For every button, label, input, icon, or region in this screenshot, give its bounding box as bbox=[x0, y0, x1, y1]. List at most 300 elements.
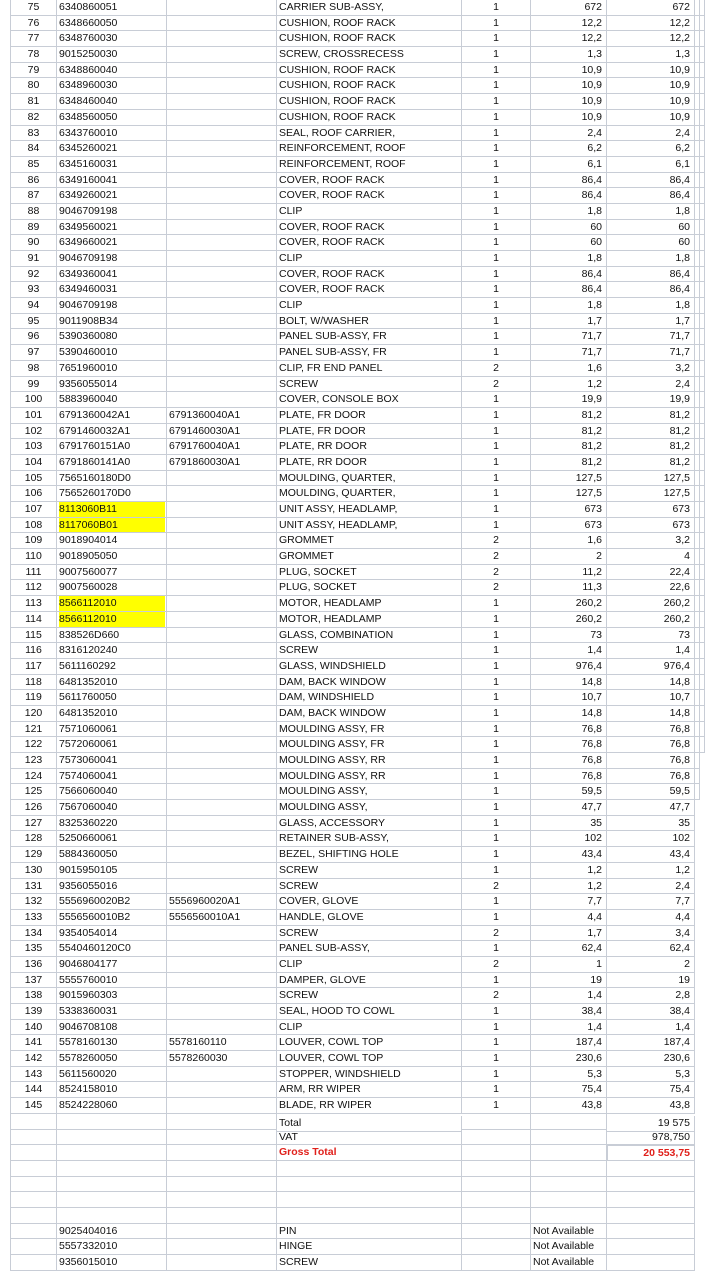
alt-part-number bbox=[167, 1082, 277, 1098]
line-total: 22,4 bbox=[607, 565, 695, 581]
part-description: PLATE, FR DOOR bbox=[277, 424, 462, 440]
quantity: 1 bbox=[462, 1020, 531, 1036]
unit-price: 76,8 bbox=[531, 722, 607, 738]
part-number: 6349460031 bbox=[57, 282, 167, 298]
quantity: 1 bbox=[462, 392, 531, 408]
alt-part-number bbox=[167, 345, 277, 361]
part-number: 5555760010 bbox=[57, 973, 167, 989]
grid-stub bbox=[700, 329, 705, 345]
empty-row bbox=[0, 1161, 720, 1177]
table-row bbox=[0, 580, 720, 596]
grid-stub bbox=[700, 455, 705, 471]
line-total: 71,7 bbox=[607, 345, 695, 361]
unit-price: 1,8 bbox=[531, 298, 607, 314]
unit-price: 19,9 bbox=[531, 392, 607, 408]
row-number: 124 bbox=[10, 769, 57, 785]
row-number: 135 bbox=[10, 941, 57, 957]
line-total: 127,5 bbox=[607, 471, 695, 487]
alt-part-number bbox=[167, 628, 277, 644]
row-number: 76 bbox=[10, 16, 57, 32]
alt-part-number bbox=[167, 612, 277, 628]
part-description: MOTOR, HEADLAMP bbox=[277, 612, 462, 628]
grid-stub bbox=[695, 753, 700, 769]
grid-stub bbox=[700, 502, 705, 518]
part-description: REINFORCEMENT, ROOF bbox=[277, 157, 462, 173]
alt-part-number bbox=[167, 188, 277, 204]
unit-price: 10,9 bbox=[531, 78, 607, 94]
alt-part-number bbox=[167, 126, 277, 142]
quantity: 1 bbox=[462, 706, 531, 722]
row-number: 116 bbox=[10, 643, 57, 659]
availability-status: Not Available bbox=[531, 1224, 607, 1240]
alt-part-number: 5578160110 bbox=[167, 1035, 277, 1051]
table-row bbox=[0, 204, 720, 220]
line-total: 4,4 bbox=[607, 910, 695, 926]
row-number: 82 bbox=[10, 110, 57, 126]
alt-part-number bbox=[167, 565, 277, 581]
quantity: 1 bbox=[462, 628, 531, 644]
quantity: 1 bbox=[462, 94, 531, 110]
row-number: 115 bbox=[10, 628, 57, 644]
unit-price: 1,3 bbox=[531, 47, 607, 63]
table-row bbox=[0, 1020, 720, 1036]
quantity: 1 bbox=[462, 894, 531, 910]
alt-part-number bbox=[167, 863, 277, 879]
table-row bbox=[0, 78, 720, 94]
unit-price: 43,8 bbox=[531, 1098, 607, 1114]
row-number: 106 bbox=[10, 486, 57, 502]
row-number: 84 bbox=[10, 141, 57, 157]
part-description: DAM, BACK WINDOW bbox=[277, 706, 462, 722]
alt-part-number bbox=[167, 63, 277, 79]
alt-part-number bbox=[167, 879, 277, 895]
part-number: 9015250030 bbox=[57, 47, 167, 63]
table-row bbox=[0, 235, 720, 251]
part-number: 6349660021 bbox=[57, 235, 167, 251]
highlighted-part-number: 8566112010 bbox=[59, 612, 165, 628]
table-row bbox=[0, 157, 720, 173]
unit-price: 1,4 bbox=[531, 643, 607, 659]
table-row bbox=[0, 377, 720, 393]
unit-price: 102 bbox=[531, 831, 607, 847]
unit-price: 11,3 bbox=[531, 580, 607, 596]
unit-price: 60 bbox=[531, 220, 607, 236]
alt-part-number bbox=[167, 314, 277, 330]
table-row bbox=[0, 267, 720, 283]
part-description: HINGE bbox=[277, 1239, 462, 1255]
quantity: 2 bbox=[462, 580, 531, 596]
part-description: GLASS, COMBINATION bbox=[277, 628, 462, 644]
table-row bbox=[0, 643, 720, 659]
empty-cell bbox=[607, 1255, 695, 1271]
unit-price: 127,5 bbox=[531, 471, 607, 487]
alt-part-number bbox=[167, 533, 277, 549]
row-number: 143 bbox=[10, 1067, 57, 1083]
table-row bbox=[0, 1067, 720, 1083]
quantity: 1 bbox=[462, 31, 531, 47]
part-number: 5578260050 bbox=[57, 1051, 167, 1067]
quantity: 1 bbox=[462, 471, 531, 487]
unit-price: 673 bbox=[531, 518, 607, 534]
line-total: 12,2 bbox=[607, 16, 695, 32]
empty-cell bbox=[462, 1239, 531, 1255]
part-number: 5390460010 bbox=[57, 345, 167, 361]
line-total: 86,4 bbox=[607, 173, 695, 189]
empty-cell bbox=[10, 1224, 57, 1240]
row-number: 98 bbox=[10, 361, 57, 377]
table-row bbox=[0, 659, 720, 675]
table-row bbox=[0, 941, 720, 957]
line-total: 14,8 bbox=[607, 706, 695, 722]
row-number: 91 bbox=[10, 251, 57, 267]
part-description: PANEL SUB-ASSY, bbox=[277, 941, 462, 957]
line-total: 76,8 bbox=[607, 722, 695, 738]
grid-stub bbox=[700, 63, 705, 79]
empty-row bbox=[0, 1208, 720, 1224]
part-number: 9011908B34 bbox=[57, 314, 167, 330]
part-description: LOUVER, COWL TOP bbox=[277, 1035, 462, 1051]
unit-price: 260,2 bbox=[531, 612, 607, 628]
gross-total-label: Gross Total bbox=[277, 1145, 462, 1161]
line-total: 76,8 bbox=[607, 737, 695, 753]
line-total: 2 bbox=[607, 957, 695, 973]
table-row bbox=[0, 220, 720, 236]
line-total: 1,8 bbox=[607, 298, 695, 314]
part-number: 9007560077 bbox=[57, 565, 167, 581]
vat-label: VAT bbox=[277, 1130, 462, 1146]
alt-part-number bbox=[167, 267, 277, 283]
row-number: 103 bbox=[10, 439, 57, 455]
part-description: SCREW, CROSSRECESS bbox=[277, 47, 462, 63]
part-description: CLIP, FR END PANEL bbox=[277, 361, 462, 377]
part-description: COVER, ROOF RACK bbox=[277, 267, 462, 283]
row-number: 95 bbox=[10, 314, 57, 330]
part-description: SCREW bbox=[277, 1255, 462, 1271]
grid-stub bbox=[695, 769, 700, 785]
part-description: MOTOR, HEADLAMP bbox=[277, 596, 462, 612]
grid-stub bbox=[700, 188, 705, 204]
alt-part-number bbox=[167, 1067, 277, 1083]
alt-part-number bbox=[167, 47, 277, 63]
unit-price: 10,7 bbox=[531, 690, 607, 706]
empty-cell bbox=[167, 1224, 277, 1240]
part-number: 5556960020B2 bbox=[57, 894, 167, 910]
alt-part-number bbox=[167, 1020, 277, 1036]
vat-value: 978,750 bbox=[607, 1130, 695, 1146]
grid-stub bbox=[700, 690, 705, 706]
part-number: 9046709198 bbox=[57, 298, 167, 314]
quantity: 1 bbox=[462, 1004, 531, 1020]
line-total: 187,4 bbox=[607, 1035, 695, 1051]
quantity: 1 bbox=[462, 863, 531, 879]
empty-cell bbox=[607, 1224, 695, 1240]
quantity: 1 bbox=[462, 204, 531, 220]
quantity: 1 bbox=[462, 157, 531, 173]
unit-price: 86,4 bbox=[531, 267, 607, 283]
unit-price: 4,4 bbox=[531, 910, 607, 926]
line-total: 75,4 bbox=[607, 1082, 695, 1098]
line-total: 2,4 bbox=[607, 126, 695, 142]
line-total: 43,8 bbox=[607, 1098, 695, 1114]
quantity: 1 bbox=[462, 314, 531, 330]
alt-part-number bbox=[167, 361, 277, 377]
quantity: 1 bbox=[462, 675, 531, 691]
line-total: 1,4 bbox=[607, 643, 695, 659]
alt-part-number bbox=[167, 973, 277, 989]
quantity: 1 bbox=[462, 690, 531, 706]
unit-price: 2,4 bbox=[531, 126, 607, 142]
row-number: 137 bbox=[10, 973, 57, 989]
row-number: 87 bbox=[10, 188, 57, 204]
grid-stub bbox=[700, 110, 705, 126]
table-row bbox=[0, 282, 720, 298]
table-row bbox=[0, 831, 720, 847]
row-number: 132 bbox=[10, 894, 57, 910]
unit-price: 1,6 bbox=[531, 361, 607, 377]
part-description: CUSHION, ROOF RACK bbox=[277, 31, 462, 47]
part-number: 5578160130 bbox=[57, 1035, 167, 1051]
total-value: 19 575 bbox=[607, 1116, 695, 1132]
alt-part-number bbox=[167, 659, 277, 675]
row-number: 105 bbox=[10, 471, 57, 487]
alt-part-number bbox=[167, 31, 277, 47]
total-row bbox=[0, 1114, 720, 1130]
empty-cell bbox=[10, 1239, 57, 1255]
grid-stub bbox=[700, 94, 705, 110]
part-description: COVER, CONSOLE BOX bbox=[277, 392, 462, 408]
alt-part-number bbox=[167, 988, 277, 1004]
unit-price: 1,6 bbox=[531, 533, 607, 549]
line-total: 6,1 bbox=[607, 157, 695, 173]
row-number: 94 bbox=[10, 298, 57, 314]
part-number bbox=[57, 612, 167, 628]
part-number: 7574060041 bbox=[57, 769, 167, 785]
part-number: 6343760010 bbox=[57, 126, 167, 142]
row-number: 101 bbox=[10, 408, 57, 424]
table-row bbox=[0, 1082, 720, 1098]
grid-stub bbox=[700, 31, 705, 47]
table-row bbox=[0, 251, 720, 267]
table-row bbox=[0, 141, 720, 157]
table-row bbox=[0, 173, 720, 189]
grid-stub bbox=[700, 16, 705, 32]
part-number: 5250660061 bbox=[57, 831, 167, 847]
unit-price: 1,2 bbox=[531, 863, 607, 879]
alt-part-number bbox=[167, 251, 277, 267]
table-row bbox=[0, 471, 720, 487]
alt-part-number: 6791860030A1 bbox=[167, 455, 277, 471]
alt-part-number bbox=[167, 831, 277, 847]
part-number: 6349160041 bbox=[57, 173, 167, 189]
unit-price: 76,8 bbox=[531, 769, 607, 785]
alt-part-number bbox=[167, 753, 277, 769]
grid-stub bbox=[700, 204, 705, 220]
unit-price: 230,6 bbox=[531, 1051, 607, 1067]
line-total: 47,7 bbox=[607, 800, 695, 816]
unit-price: 14,8 bbox=[531, 675, 607, 691]
part-description: COVER, ROOF RACK bbox=[277, 220, 462, 236]
row-number: 96 bbox=[10, 329, 57, 345]
unavailable-parts bbox=[0, 1224, 720, 1271]
row-number: 88 bbox=[10, 204, 57, 220]
unit-price: 60 bbox=[531, 235, 607, 251]
part-description: RETAINER SUB-ASSY, bbox=[277, 831, 462, 847]
alt-part-number bbox=[167, 941, 277, 957]
alt-part-number bbox=[167, 1098, 277, 1114]
empty-cell bbox=[167, 1239, 277, 1255]
unit-price: 38,4 bbox=[531, 1004, 607, 1020]
part-description: COVER, ROOF RACK bbox=[277, 235, 462, 251]
availability-status: Not Available bbox=[531, 1255, 607, 1271]
part-number: 5557332010 bbox=[57, 1239, 167, 1255]
grid-stub bbox=[700, 737, 705, 753]
table-row bbox=[0, 784, 720, 800]
line-total: 1,7 bbox=[607, 314, 695, 330]
unit-price: 71,7 bbox=[531, 329, 607, 345]
row-number: 83 bbox=[10, 126, 57, 142]
row-number: 108 bbox=[10, 518, 57, 534]
quantity: 1 bbox=[462, 831, 531, 847]
unavailable-row bbox=[0, 1224, 720, 1240]
unavailable-row bbox=[0, 1255, 720, 1271]
part-description: SEAL, HOOD TO COWL bbox=[277, 1004, 462, 1020]
part-description: UNIT ASSY, HEADLAMP, bbox=[277, 518, 462, 534]
part-number: 9356055016 bbox=[57, 879, 167, 895]
unit-price: 62,4 bbox=[531, 941, 607, 957]
alt-part-number bbox=[167, 204, 277, 220]
part-description: BLADE, RR WIPER bbox=[277, 1098, 462, 1114]
table-row bbox=[0, 518, 720, 534]
quantity: 1 bbox=[462, 1082, 531, 1098]
row-number: 131 bbox=[10, 879, 57, 895]
quantity: 1 bbox=[462, 643, 531, 659]
part-number: 5338360031 bbox=[57, 1004, 167, 1020]
alt-part-number bbox=[167, 816, 277, 832]
alt-part-number bbox=[167, 957, 277, 973]
line-total: 2,4 bbox=[607, 879, 695, 895]
row-number: 99 bbox=[10, 377, 57, 393]
part-number: 9015960303 bbox=[57, 988, 167, 1004]
part-number: 8325360220 bbox=[57, 816, 167, 832]
table-row bbox=[0, 1035, 720, 1051]
part-description: UNIT ASSY, HEADLAMP, bbox=[277, 502, 462, 518]
row-number: 78 bbox=[10, 47, 57, 63]
unit-price: 127,5 bbox=[531, 486, 607, 502]
alt-part-number bbox=[167, 94, 277, 110]
table-row bbox=[0, 549, 720, 565]
line-total: 4 bbox=[607, 549, 695, 565]
quantity: 1 bbox=[462, 173, 531, 189]
part-number: 6349360041 bbox=[57, 267, 167, 283]
quantity: 1 bbox=[462, 910, 531, 926]
part-number: 5390360080 bbox=[57, 329, 167, 345]
quantity: 1 bbox=[462, 424, 531, 440]
part-description: BOLT, W/WASHER bbox=[277, 314, 462, 330]
part-description: CLIP bbox=[277, 251, 462, 267]
alt-part-number bbox=[167, 0, 277, 16]
unit-price: 6,2 bbox=[531, 141, 607, 157]
table-row bbox=[0, 910, 720, 926]
highlighted-part-number: 8113060B11 bbox=[59, 502, 165, 518]
alt-part-number bbox=[167, 675, 277, 691]
row-number: 128 bbox=[10, 831, 57, 847]
row-number: 104 bbox=[10, 455, 57, 471]
part-number: 9018905050 bbox=[57, 549, 167, 565]
row-number: 122 bbox=[10, 737, 57, 753]
unit-price: 12,2 bbox=[531, 31, 607, 47]
part-number: 5540460120C0 bbox=[57, 941, 167, 957]
table-row bbox=[0, 863, 720, 879]
part-number: 6348460040 bbox=[57, 94, 167, 110]
alt-part-number bbox=[167, 800, 277, 816]
grid-stub bbox=[700, 408, 705, 424]
part-number: 7565260170D0 bbox=[57, 486, 167, 502]
line-total: 260,2 bbox=[607, 612, 695, 628]
table-row bbox=[0, 988, 720, 1004]
line-total: 43,4 bbox=[607, 847, 695, 863]
grid-stub bbox=[700, 220, 705, 236]
part-description: SCREW bbox=[277, 377, 462, 393]
line-total: 2,8 bbox=[607, 988, 695, 1004]
row-number: 141 bbox=[10, 1035, 57, 1051]
part-description: STOPPER, WINDSHIELD bbox=[277, 1067, 462, 1083]
row-number: 112 bbox=[10, 580, 57, 596]
line-total: 102 bbox=[607, 831, 695, 847]
alt-part-number: 5578260030 bbox=[167, 1051, 277, 1067]
grid-stub bbox=[700, 298, 705, 314]
part-number: 7573060041 bbox=[57, 753, 167, 769]
quantity: 1 bbox=[462, 486, 531, 502]
row-number: 92 bbox=[10, 267, 57, 283]
quantity: 1 bbox=[462, 235, 531, 251]
part-description: COVER, ROOF RACK bbox=[277, 173, 462, 189]
table-row bbox=[0, 31, 720, 47]
part-description: SCREW bbox=[277, 863, 462, 879]
unit-price: 73 bbox=[531, 628, 607, 644]
row-number: 133 bbox=[10, 910, 57, 926]
table-row bbox=[0, 753, 720, 769]
part-description: SCREW bbox=[277, 988, 462, 1004]
table-row bbox=[0, 894, 720, 910]
part-description: CUSHION, ROOF RACK bbox=[277, 16, 462, 32]
unit-price: 6,1 bbox=[531, 157, 607, 173]
grid-stub bbox=[700, 706, 705, 722]
grid-stub bbox=[700, 549, 705, 565]
part-description: SEAL, ROOF CARRIER, bbox=[277, 126, 462, 142]
row-number: 138 bbox=[10, 988, 57, 1004]
alt-part-number bbox=[167, 282, 277, 298]
table-row bbox=[0, 706, 720, 722]
unavailable-row bbox=[0, 1239, 720, 1255]
line-total: 3,4 bbox=[607, 926, 695, 942]
part-number: 6345160031 bbox=[57, 157, 167, 173]
row-number: 145 bbox=[10, 1098, 57, 1114]
unit-price: 1,2 bbox=[531, 879, 607, 895]
part-description: CUSHION, ROOF RACK bbox=[277, 78, 462, 94]
part-description: GROMMET bbox=[277, 549, 462, 565]
part-number: 6481352010 bbox=[57, 706, 167, 722]
quantity: 1 bbox=[462, 16, 531, 32]
part-number: 6340860051 bbox=[57, 0, 167, 16]
unit-price: 1,2 bbox=[531, 377, 607, 393]
unit-price: 10,9 bbox=[531, 94, 607, 110]
table-row bbox=[0, 722, 720, 738]
row-number: 85 bbox=[10, 157, 57, 173]
line-total: 19,9 bbox=[607, 392, 695, 408]
table-row bbox=[0, 847, 720, 863]
part-number: 9046804177 bbox=[57, 957, 167, 973]
unit-price: 71,7 bbox=[531, 345, 607, 361]
